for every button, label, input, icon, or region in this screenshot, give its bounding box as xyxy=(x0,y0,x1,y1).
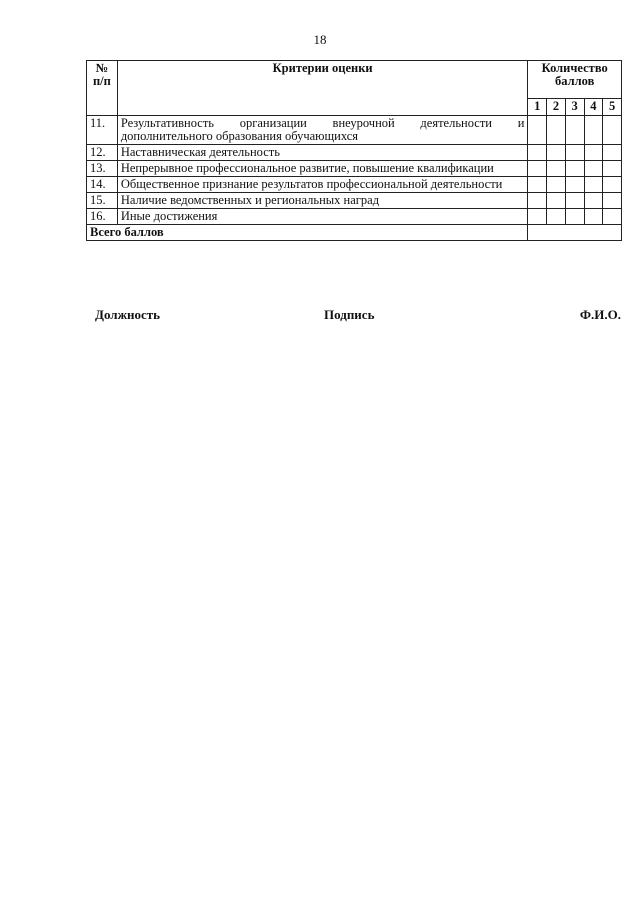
signature-label: Подпись xyxy=(324,307,375,322)
signature-position-label: Должность xyxy=(95,307,161,322)
row-num: 16. xyxy=(87,209,118,225)
score-cell xyxy=(547,193,566,209)
row-criterion: Наставническая деятельность xyxy=(117,145,528,161)
row-num: 13. xyxy=(87,161,118,177)
score-cell xyxy=(565,116,584,145)
score-cell xyxy=(565,161,584,177)
score-cell xyxy=(603,193,622,209)
score-digit-5: 5 xyxy=(603,99,622,116)
row-criterion: Общественное признание результатов профессиональной деятельности xyxy=(117,177,528,193)
criteria-table xyxy=(86,60,622,241)
score-cell xyxy=(565,209,584,225)
table-row xyxy=(87,161,622,177)
header-criteria: Критерии оценки xyxy=(117,61,528,116)
total-label: Всего баллов xyxy=(87,225,528,241)
score-cell xyxy=(528,116,547,145)
score-cell xyxy=(565,145,584,161)
score-cell xyxy=(584,209,603,225)
score-cell xyxy=(584,116,603,145)
score-cell xyxy=(603,145,622,161)
row-num: 15. xyxy=(87,193,118,209)
score-cell xyxy=(584,145,603,161)
total-value-cell xyxy=(528,225,622,241)
score-cell xyxy=(528,161,547,177)
score-cell xyxy=(565,177,584,193)
score-cell xyxy=(565,193,584,209)
table-row xyxy=(87,177,622,193)
total-row xyxy=(87,225,622,241)
row-criterion: Иные достижения xyxy=(117,209,528,225)
score-cell xyxy=(547,209,566,225)
score-digit-1: 1 xyxy=(528,99,547,116)
score-cell xyxy=(603,177,622,193)
row-num: 11. xyxy=(87,116,118,145)
score-cell xyxy=(584,177,603,193)
score-digit-3: 3 xyxy=(565,99,584,116)
signature-name-label: Ф.И.О. xyxy=(579,307,621,322)
score-cell xyxy=(547,145,566,161)
row-criterion: Результативность организации внеурочной деятельности и дополнительного образования обучающихся xyxy=(117,116,528,145)
score-cell xyxy=(528,177,547,193)
score-cell xyxy=(528,193,547,209)
score-digit-2: 2 xyxy=(547,99,566,116)
row-criterion: Наличие ведомственных и региональных наград xyxy=(117,193,528,209)
header-score-title: Количество баллов xyxy=(528,61,622,99)
score-cell xyxy=(547,177,566,193)
table-row xyxy=(87,116,622,145)
table-row xyxy=(87,193,622,209)
row-num: 14. xyxy=(87,177,118,193)
table-row xyxy=(87,209,622,225)
table-row xyxy=(87,145,622,161)
row-num: 12. xyxy=(87,145,118,161)
score-cell xyxy=(528,209,547,225)
score-cell xyxy=(584,193,603,209)
score-cell xyxy=(584,161,603,177)
row-criterion: Непрерывное профессиональное развитие, повышение квалификации xyxy=(117,161,528,177)
score-digit-4: 4 xyxy=(584,99,603,116)
score-cell xyxy=(547,116,566,145)
score-cell xyxy=(603,116,622,145)
page-number: 18 xyxy=(313,32,327,47)
score-cell xyxy=(603,209,622,225)
signature-row xyxy=(95,307,621,325)
header-num: № п/п xyxy=(87,61,118,116)
score-cell xyxy=(547,161,566,177)
score-cell xyxy=(528,145,547,161)
score-cell xyxy=(603,161,622,177)
